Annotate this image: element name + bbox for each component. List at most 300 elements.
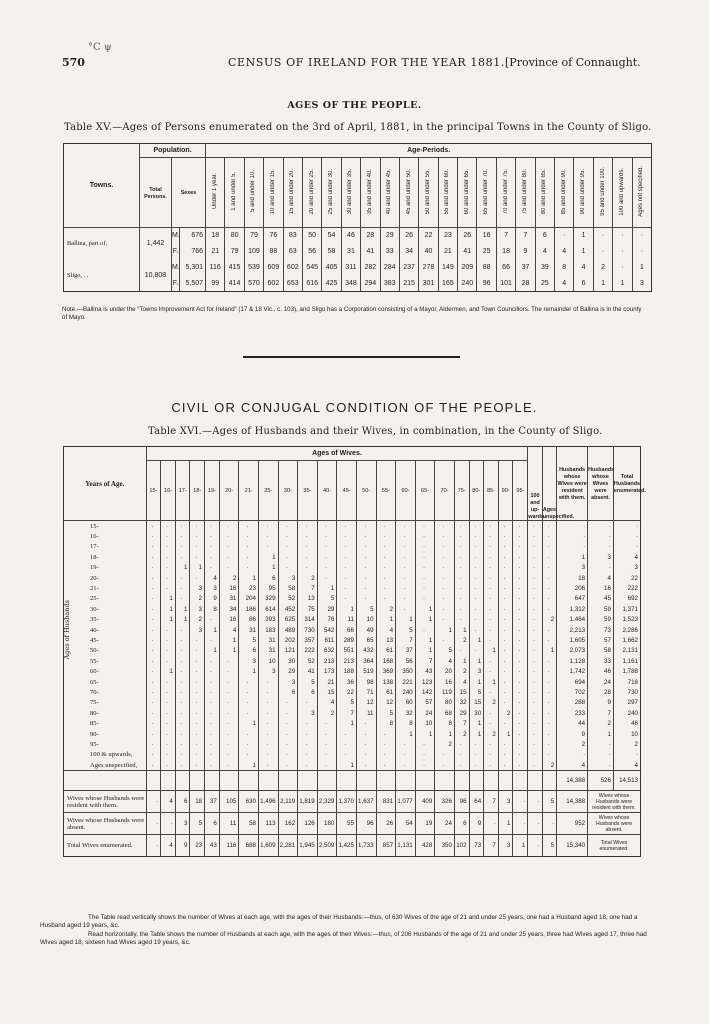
cell-value: · xyxy=(278,542,298,552)
cell-value: · xyxy=(146,531,161,541)
husbands-absent-value: 3 xyxy=(588,552,614,562)
cell-value: 1 xyxy=(239,760,259,771)
cell-value: · xyxy=(454,594,469,604)
cell-value: · xyxy=(513,750,528,760)
cell-value: · xyxy=(435,583,455,593)
husbands-absent-value: 33 xyxy=(588,656,614,666)
wives-row-label: Total Wives enumerated. xyxy=(64,835,147,857)
cell-value: · xyxy=(454,646,469,656)
cell-value: · xyxy=(454,563,469,573)
cell-value: · xyxy=(513,708,528,718)
cell-value: 240 xyxy=(396,687,416,697)
husband-age-label: 70- xyxy=(90,688,99,696)
total-husbands-value: 1,662 xyxy=(613,635,640,645)
wives-value: 19 xyxy=(415,813,435,835)
wives-value: · xyxy=(146,813,161,835)
wives-row-label: Wives whose Husbands were resident with them. xyxy=(64,791,147,813)
cell-value: 10 xyxy=(356,615,376,625)
wife-age-col-header: 21- xyxy=(239,461,259,521)
cell-value: 1 xyxy=(415,635,435,645)
age-col-label: 45 and under 50. xyxy=(405,168,412,215)
husbands-resident-value: 2 xyxy=(557,739,588,749)
husbands-absent-value: 59 xyxy=(588,604,614,614)
cell-value: 65 xyxy=(356,635,376,645)
cell-value: · xyxy=(219,552,239,562)
cell-value: · xyxy=(528,656,542,666)
cell-value: 61 xyxy=(376,687,396,697)
summary-empty-cell xyxy=(415,771,435,791)
cell-value: · xyxy=(528,698,542,708)
cell-value: 452 xyxy=(278,604,298,614)
cell-value: · xyxy=(298,718,318,728)
sex-total: 5,507 xyxy=(180,276,206,292)
age-col-label: 75 and under 80. xyxy=(521,168,528,215)
total-husbands-header xyxy=(613,447,646,521)
table-row xyxy=(64,656,641,666)
cell-value: · xyxy=(278,729,298,739)
cell-value: · xyxy=(498,666,513,676)
cell-value: · xyxy=(205,521,220,532)
age-col-header xyxy=(574,158,593,228)
table-row xyxy=(64,604,641,614)
table16 xyxy=(63,446,646,857)
cell-value: · xyxy=(317,718,337,728)
cell-value: 1 xyxy=(498,729,513,739)
summary-empty-cell xyxy=(205,771,220,791)
husbands-resident-value: 288 xyxy=(557,698,588,708)
total-husbands-value: 22 xyxy=(613,573,640,583)
cell-value: · xyxy=(175,521,190,532)
cell-value: · xyxy=(146,542,161,552)
cell-value: 2 xyxy=(498,708,513,718)
cell-value: · xyxy=(219,563,239,573)
cell-value: · xyxy=(146,708,161,718)
wives-value: 688 xyxy=(239,835,259,857)
wives-value: 5 xyxy=(542,791,556,813)
table-row xyxy=(64,615,641,625)
husbands-resident-value: · xyxy=(557,531,588,541)
cell-value: · xyxy=(146,750,161,760)
cell-value: 5 xyxy=(337,698,357,708)
cell-value: 2 xyxy=(542,760,556,771)
total-husbands-value: · xyxy=(613,531,640,541)
husbands-absent-value: · xyxy=(588,760,614,771)
husband-age-label: 40- xyxy=(90,626,99,634)
age-value: 76 xyxy=(264,228,283,244)
cell-value: · xyxy=(298,552,318,562)
cell-value: · xyxy=(376,594,396,604)
cell-value: · xyxy=(278,531,298,541)
cell-value: · xyxy=(484,531,499,541)
age-col-header xyxy=(399,158,418,228)
cell-value: · xyxy=(484,521,499,532)
cell-value: · xyxy=(415,739,435,749)
cell-value: · xyxy=(205,750,220,760)
age-value: 41 xyxy=(361,244,380,260)
cell-value: · xyxy=(146,583,161,593)
age-value: 545 xyxy=(302,260,321,276)
cell-value: 1 xyxy=(484,677,499,687)
cell-value: · xyxy=(498,718,513,728)
wives-value: 4 xyxy=(161,835,176,857)
cell-value: · xyxy=(513,615,528,625)
cell-value: · xyxy=(415,750,435,760)
wives-value: 350 xyxy=(435,835,455,857)
cell-value: 1 xyxy=(415,646,435,656)
cell-value: 15 xyxy=(469,698,484,708)
cell-value: · xyxy=(258,760,278,771)
cell-value: 357 xyxy=(298,635,318,645)
summary-empty-cell xyxy=(317,771,337,791)
cell-value: · xyxy=(528,594,542,604)
cell-value: 3 xyxy=(278,677,298,687)
age-value: 570 xyxy=(244,276,263,292)
cell-value: · xyxy=(356,542,376,552)
age-value: 1 xyxy=(632,260,652,276)
cell-value: · xyxy=(528,739,542,749)
husbands-absent-value: 46 xyxy=(588,666,614,676)
cell-value: 8 xyxy=(396,718,416,728)
cell-value: · xyxy=(161,677,176,687)
husbands-absent-value: · xyxy=(588,521,614,532)
cell-value: · xyxy=(528,625,542,635)
wives-value: 96 xyxy=(356,813,376,835)
total-husbands-value: 718 xyxy=(613,677,640,687)
cell-value: · xyxy=(484,625,499,635)
cell-value: 32 xyxy=(454,698,469,708)
age-value: 28 xyxy=(516,276,535,292)
cell-value: 76 xyxy=(317,615,337,625)
table-row xyxy=(64,542,641,552)
table-row xyxy=(64,521,641,532)
cell-value: 56 xyxy=(396,656,416,666)
cell-value: · xyxy=(258,739,278,749)
total-husbands-value: 1,371 xyxy=(613,604,640,614)
age-value: 278 xyxy=(419,260,438,276)
cell-value: · xyxy=(356,552,376,562)
cell-value: · xyxy=(469,625,484,635)
cell-value: · xyxy=(190,708,205,718)
cell-value: 369 xyxy=(376,666,396,676)
cell-value: · xyxy=(396,573,416,583)
cell-value: · xyxy=(337,750,357,760)
cell-value: · xyxy=(175,656,190,666)
cell-value: · xyxy=(513,521,528,532)
cell-value: · xyxy=(454,615,469,625)
age-value: 348 xyxy=(341,276,360,292)
husbands-resident-value: 44 xyxy=(557,718,588,728)
cell-value: · xyxy=(337,594,357,604)
age-col-label: 70 and under 75. xyxy=(502,168,509,215)
age-value: 4 xyxy=(555,276,574,292)
age-col-header xyxy=(225,158,244,228)
cell-value: · xyxy=(396,531,416,541)
cell-value: 41 xyxy=(298,666,318,676)
cell-value: · xyxy=(513,583,528,593)
hundred-upwards-header xyxy=(528,447,546,521)
cell-value: · xyxy=(498,635,513,645)
cell-value: · xyxy=(219,656,239,666)
cell-value: 1 xyxy=(161,604,176,614)
cell-value: · xyxy=(175,531,190,541)
total-husbands-value: · xyxy=(613,542,640,552)
cell-value: · xyxy=(528,760,542,771)
age-value: 16 xyxy=(477,228,496,244)
cell-value: · xyxy=(175,750,190,760)
summary-empty-cell xyxy=(298,771,318,791)
age-value: 8 xyxy=(555,260,574,276)
cell-value: · xyxy=(146,552,161,562)
wife-age-col-header: 50- xyxy=(356,461,376,521)
cell-value: · xyxy=(396,750,416,760)
cell-value: 142 xyxy=(415,687,435,697)
husbands-absent-header-label: Husbands whose Wives were absent. xyxy=(588,467,615,501)
cell-value: 11 xyxy=(337,615,357,625)
cell-value: 614 xyxy=(258,604,278,614)
cell-value: · xyxy=(219,708,239,718)
cell-value: · xyxy=(484,708,499,718)
wives-value: 18 xyxy=(190,791,205,813)
cell-value: · xyxy=(498,583,513,593)
cell-value: 16 xyxy=(219,615,239,625)
wives-row-label: Wives whose Husbands were absent. xyxy=(64,813,147,835)
age-col-label: 25 and under 30. xyxy=(328,168,335,215)
cell-value: 6 xyxy=(278,687,298,697)
age-value: 2 xyxy=(593,260,612,276)
wives-value: 3 xyxy=(498,791,513,813)
cell-value: 1 xyxy=(175,615,190,625)
age-col-header xyxy=(632,158,652,228)
table-row xyxy=(64,228,652,244)
cell-value: · xyxy=(258,687,278,697)
cell-value: 6 xyxy=(298,687,318,697)
cell-value: 289 xyxy=(337,635,357,645)
age-value: 1 xyxy=(613,276,632,292)
husband-age-label: 17- xyxy=(90,543,99,551)
cell-value: 8 xyxy=(376,718,396,728)
cell-value: · xyxy=(146,604,161,614)
cell-value: 1 xyxy=(396,729,416,739)
cell-value: 213 xyxy=(317,656,337,666)
cell-value: 21 xyxy=(317,677,337,687)
age-value: 109 xyxy=(244,244,263,260)
table16-heading: CIVIL OR CONJUGAL CONDITION OF THE PEOPLE. xyxy=(171,400,538,415)
husbands-absent-value: · xyxy=(588,531,614,541)
cell-value: · xyxy=(190,760,205,771)
total-husbands-value: 297 xyxy=(613,698,640,708)
age-col-header xyxy=(419,158,438,228)
wives-value: 11 xyxy=(219,813,239,835)
cell-value: · xyxy=(190,729,205,739)
cell-value: · xyxy=(513,666,528,676)
wives-value: 7 xyxy=(484,835,499,857)
cell-value: · xyxy=(175,760,190,771)
age-col-header xyxy=(535,158,554,228)
wives-value: 58 xyxy=(239,813,259,835)
cell-value: 4 xyxy=(435,656,455,666)
cell-value: · xyxy=(190,687,205,697)
age-value: 26 xyxy=(399,228,418,244)
cell-value: · xyxy=(454,583,469,593)
age-value: 3 xyxy=(632,276,652,292)
husband-age-label: 50- xyxy=(90,647,99,655)
sex-label: F. xyxy=(172,244,180,260)
cell-value: 57 xyxy=(415,698,435,708)
cell-value: 7 xyxy=(396,635,416,645)
wives-value: 116 xyxy=(219,835,239,857)
summary-empty-cell xyxy=(542,771,556,791)
husband-age-label: 19- xyxy=(90,564,99,572)
husbands-absent-value: 7 xyxy=(588,708,614,718)
age-value: 29 xyxy=(380,228,399,244)
sex-total: 5,301 xyxy=(180,260,206,276)
cell-value: · xyxy=(484,552,499,562)
summary-empty-cell xyxy=(498,771,513,791)
cell-value: · xyxy=(498,594,513,604)
footnote-vertical: The Table read vertically shows the number of Wives at each age, with the ages of their Husbands:—thus, of 630 Wives of the age of 21 and under 25 years, one had a Husband aged 18, one had a Husband aged 19 years, &c. xyxy=(40,914,638,930)
cell-value: 6 xyxy=(258,573,278,583)
total-husbands-value: 10 xyxy=(613,729,640,739)
cell-value: · xyxy=(190,573,205,583)
cell-value: 519 xyxy=(356,666,376,676)
cell-value: · xyxy=(337,573,357,583)
age-value: 26 xyxy=(458,228,477,244)
cell-value: · xyxy=(161,698,176,708)
cell-value: · xyxy=(396,552,416,562)
cell-value: · xyxy=(219,760,239,771)
cell-value: · xyxy=(469,521,484,532)
age-value: 414 xyxy=(225,276,244,292)
cell-value: · xyxy=(484,583,499,593)
cell-value: · xyxy=(528,521,542,532)
cell-value: 11 xyxy=(356,708,376,718)
summary-empty-cell xyxy=(469,771,484,791)
summary-empty-cell xyxy=(219,771,239,791)
cell-value: 4 xyxy=(317,698,337,708)
summary-res-value: 14,388 xyxy=(557,771,588,791)
cell-value: · xyxy=(528,666,542,676)
cell-value: 350 xyxy=(396,666,416,676)
summary-tot-value: 14,513 xyxy=(613,771,640,791)
wives-value: · xyxy=(528,813,542,835)
cell-value: 213 xyxy=(337,656,357,666)
age-value: 58 xyxy=(322,244,341,260)
husbands-absent-value: · xyxy=(588,739,614,749)
cell-value: · xyxy=(175,552,190,562)
cell-value: · xyxy=(484,750,499,760)
wife-age-col-header: 85- xyxy=(484,461,499,521)
cell-value: · xyxy=(396,594,416,604)
cell-value: 1 xyxy=(415,604,435,614)
cell-value: · xyxy=(498,604,513,614)
wives-value: 37 xyxy=(205,791,220,813)
table15-caption: Table XV.—Ages of Persons enumerated on the 3rd of April, 1881, in the principal Towns in the County of Sligo. xyxy=(64,122,652,133)
husbands-summary-row xyxy=(64,771,641,791)
cell-value: · xyxy=(484,666,499,676)
age-col-label: 90 and under 95. xyxy=(580,168,587,215)
wife-age-col-header: 90- xyxy=(498,461,513,521)
husbands-resident-value: · xyxy=(557,750,588,760)
cell-value: · xyxy=(469,750,484,760)
cell-value: · xyxy=(513,760,528,771)
cell-value: · xyxy=(356,573,376,583)
cell-value: 5 xyxy=(298,677,318,687)
cell-value: 2 xyxy=(219,573,239,583)
wife-age-col-header: 18- xyxy=(190,461,205,521)
cell-value: 1 xyxy=(239,666,259,676)
total-husbands-value: 2,286 xyxy=(613,625,640,635)
cell-value: · xyxy=(278,698,298,708)
cell-value: 3 xyxy=(469,666,484,676)
cell-value: · xyxy=(513,604,528,614)
husband-age-label: 60- xyxy=(90,668,99,676)
cell-value: · xyxy=(175,573,190,583)
age-col-label: 35 and under 40. xyxy=(366,168,373,215)
wives-value: · xyxy=(146,835,161,857)
cell-value: · xyxy=(175,542,190,552)
cell-value: 1 xyxy=(205,625,220,635)
wives-value: · xyxy=(146,791,161,813)
cell-value: 3 xyxy=(298,708,318,718)
wives-value: 1,945 xyxy=(298,835,318,857)
husband-age-label: 18- xyxy=(90,553,99,561)
table-row xyxy=(64,563,641,573)
cell-value: · xyxy=(484,718,499,728)
cell-value: 2 xyxy=(484,698,499,708)
cell-value: 80 xyxy=(435,698,455,708)
cell-value: · xyxy=(469,615,484,625)
cell-value: 68 xyxy=(435,708,455,718)
age-value: 96 xyxy=(477,276,496,292)
cell-value: · xyxy=(239,531,259,541)
cell-value: · xyxy=(175,666,190,676)
cell-value: 204 xyxy=(239,594,259,604)
cell-value: · xyxy=(542,739,556,749)
wives-value: 6 xyxy=(205,813,220,835)
cell-value: 1 xyxy=(175,563,190,573)
cell-value: · xyxy=(146,625,161,635)
table-row xyxy=(64,739,641,749)
cell-value: · xyxy=(161,531,176,541)
wives-value: 24 xyxy=(435,813,455,835)
cell-value: 7 xyxy=(337,708,357,718)
cell-value: 1 xyxy=(337,718,357,728)
cell-value: · xyxy=(239,739,259,749)
age-value: 602 xyxy=(283,260,302,276)
age-value: 18 xyxy=(206,228,225,244)
cell-value: · xyxy=(528,552,542,562)
cell-value: · xyxy=(376,739,396,749)
cell-value: · xyxy=(219,531,239,541)
cell-value: · xyxy=(396,604,416,614)
cell-value: 2 xyxy=(435,739,455,749)
age-value: 22 xyxy=(419,228,438,244)
cell-value: · xyxy=(435,573,455,583)
summary-empty-cell xyxy=(396,771,416,791)
age-col-header xyxy=(593,158,612,228)
cell-value: · xyxy=(239,677,259,687)
age-value: 37 xyxy=(516,260,535,276)
cell-value: · xyxy=(528,604,542,614)
age-value: 215 xyxy=(399,276,418,292)
cell-value: 314 xyxy=(298,615,318,625)
cell-value: · xyxy=(190,666,205,676)
cell-value: · xyxy=(190,542,205,552)
cell-value: · xyxy=(258,750,278,760)
cell-value: 1 xyxy=(161,615,176,625)
cell-value: · xyxy=(205,531,220,541)
age-value: · xyxy=(555,228,574,244)
